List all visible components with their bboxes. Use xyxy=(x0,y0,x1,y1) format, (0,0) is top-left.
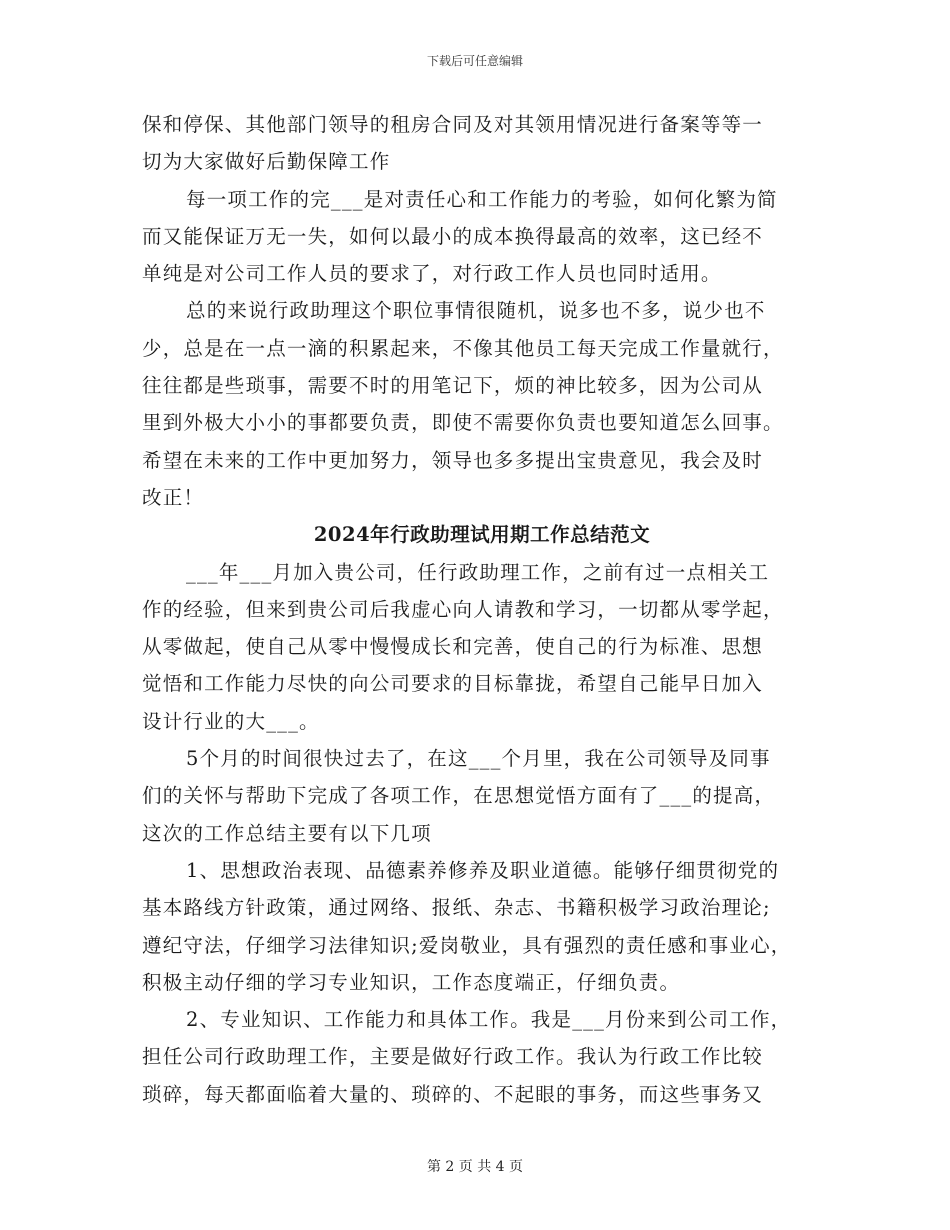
text-line: 每一项工作的完___是对责任心和工作能力的考验，如何化繁为简 xyxy=(186,187,778,211)
text-line: 切为大家做好后勤保障工作 xyxy=(142,150,391,174)
text-line: 保和停保、其他部门领导的租房合同及对其领用情况进行备案等等一 xyxy=(142,113,764,136)
text-line: 基本路线方针政策，通过网络、报纸、杂志、书籍积极学习政治理论; xyxy=(142,896,771,920)
text-line: 往往都是些琐事，需要不时的用笔记下，烦的神比较多，因为公司从 xyxy=(142,374,764,398)
text-line: 5个月的时间很快过去了，在这___个月里，我在公司领导及同事 xyxy=(186,747,771,771)
text-line: 2、专业知识、工作能力和具体工作。我是___月份来到公司工作， xyxy=(186,1008,792,1032)
text-line: 积极主动仔细的学习专业知识，工作态度端正，仔细负责。 xyxy=(142,970,681,994)
text-line: 单纯是对公司工作人员的要求了，对行政工作人员也同时适用。 xyxy=(142,262,722,286)
page-number-footer: 第 2 页 共 4 页 xyxy=(426,1159,524,1175)
text-line: 设计行业的大___。 xyxy=(142,709,320,733)
text-line: 这次的工作总结主要有以下几项 xyxy=(142,821,432,845)
text-line: 而又能保证万无一失，如何以最小的成本换得最高的效率，这已经不 xyxy=(142,224,764,248)
text-line: 改正！ xyxy=(142,485,205,509)
text-line: 遵纪守法，仔细学习法律知识;爱岗敬业，具有强烈的责任感和事业心， xyxy=(142,933,792,957)
page-header-note: 下载后可任意编辑 xyxy=(426,54,523,68)
section-title: 2024年行政助理试用期工作总结范文 xyxy=(313,523,651,547)
text-line: 担任公司行政助理工作，主要是做好行政工作。我认为行政工作比较 xyxy=(142,1045,764,1069)
document-body xyxy=(142,106,822,1113)
text-line: 从零做起，使自己从零中慢慢成长和完善，使自己的行为标准、思想 xyxy=(142,635,764,659)
text-line: ___年___月加入贵公司，任行政助理工作，之前有过一点相关工 xyxy=(186,560,770,584)
text-line: 们的关怀与帮助下完成了各项工作，在思想觉悟方面有了___的提高， xyxy=(142,784,776,808)
text-line: 琐碎，每天都面临着大量的、琐碎的、不起眼的事务，而这些事务又 xyxy=(142,1082,764,1106)
text-line: 作的经验，但来到贵公司后我虚心向人请教和学习，一切都从零学起， xyxy=(142,597,784,621)
text-line: 少，总是在一点一滴的积累起来，不像其他员工每天完成工作量就行， xyxy=(142,336,784,360)
text-line: 里到外极大小小的事都要负责，即使不需要你负责也要知道怎么回事。 xyxy=(142,411,784,435)
text-line: 希望在未来的工作中更加努力，领导也多多提出宝贵意见，我会及时 xyxy=(142,448,764,472)
text-line: 觉悟和工作能力尽快的向公司要求的目标靠拢，希望自己能早日加入 xyxy=(142,672,764,696)
text-line: 1、思想政治表现、品德素养修养及职业道德。能够仔细贯彻党的 xyxy=(186,858,780,882)
text-line: 总的来说行政助理这个职位事情很随机，说多也不多，说少也不 xyxy=(186,299,766,323)
